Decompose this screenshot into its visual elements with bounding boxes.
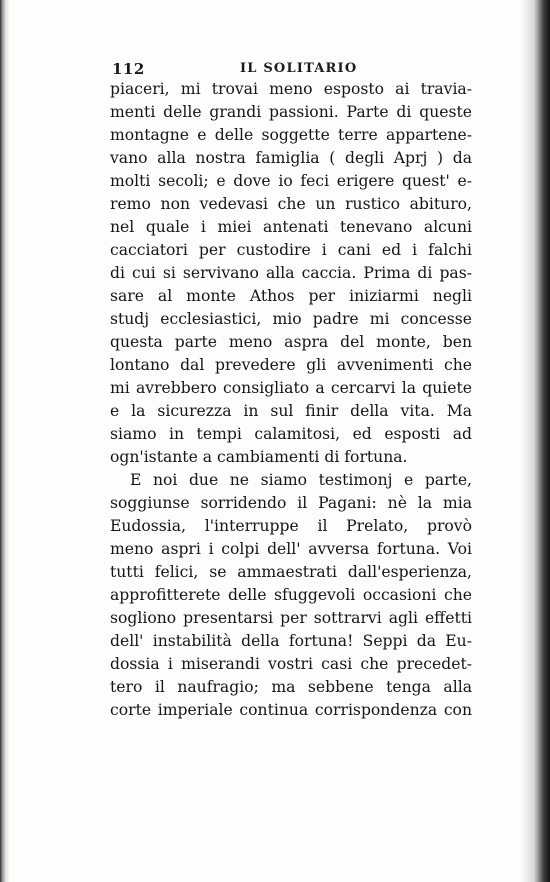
text-line: dossia i miserandi vostri casi che precedet- [110,655,472,673]
text-line: meno aspri i colpi dell' avversa fortuna. Voi [110,540,472,558]
body-text [110,78,472,722]
text-line: vano alla nostra famiglia ( degli Aprj ) da [110,149,472,167]
text-line: soggiunse sorridendo il Pagani: nè la mia [110,494,472,512]
text-line: corte imperiale continua corrispondenza con [110,701,472,719]
page-header [112,60,472,80]
text-line: ogn'istante a cambiamenti di fortuna. [110,448,408,466]
paragraph [110,469,472,722]
text-line: cacciatori per custodire i cani ed i falchi [110,241,472,259]
text-line: approfitterete delle sfuggevoli occasioni che [110,586,472,604]
running-title: IL SOLITARIO [240,61,358,76]
text-line: tero il naufragio; ma sebbene tenga alla [110,678,472,696]
text-line: molti secoli; e dove io feci erigere quest' e- [110,172,472,190]
text-line: e la sicurezza in sul finir della vita. Ma [110,402,472,420]
text-line: E noi due ne siamo testimonj e parte, [130,471,472,489]
text-line: remo non vedevasi che un rustico abituro, [110,195,472,213]
text-line: lontano dal prevedere gli avvenimenti che [110,356,472,374]
page-right-edge-shadow [520,0,550,882]
text-line: montagne e delle soggette terre appartene- [110,126,472,144]
text-line: sogliono presentarsi per sottrarvi agli effetti [110,609,472,627]
text-line: studj ecclesiastici, mio padre mi concesse [110,310,472,328]
text-line: piaceri, mi trovai meno esposto ai travia- [110,80,472,98]
text-line: mi avrebbero consigliato a cercarvi la quiete [110,379,472,397]
paragraph [110,78,472,469]
text-line: Eudossia, l'interruppe il Prelato, provò [110,517,472,535]
text-line: dell' instabilità della fortuna! Seppi da Eu- [110,632,472,650]
text-line: tutti felici, se ammaestrati dall'esperienza, [110,563,472,581]
text-line: nel quale i miei antenati tenevano alcuni [110,218,472,236]
text-line: questa parte meno aspra del monte, ben [110,333,472,351]
text-line: sare al monte Athos per iniziarmi negli [110,287,472,305]
text-line: siamo in tempi calamitosi, ed esposti ad [110,425,472,443]
text-line: di cui si servivano alla caccia. Prima di pas- [110,264,472,282]
page-number: 112 [112,60,145,78]
text-line: menti delle grandi passioni. Parte di queste [110,103,472,121]
page-left-edge-shadow [0,0,10,882]
